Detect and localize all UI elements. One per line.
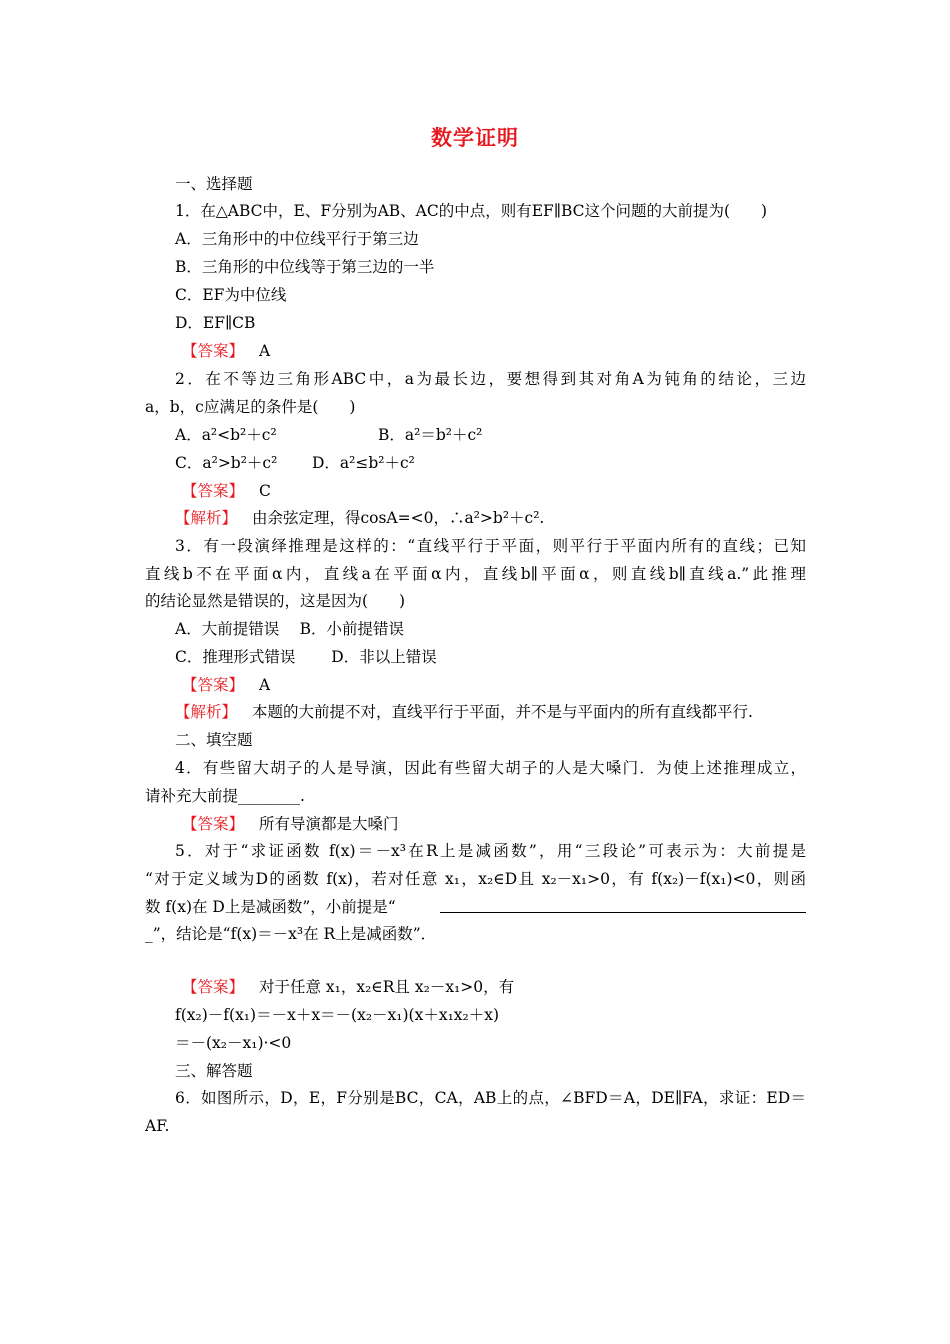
- q4-answer: [182, 814, 398, 834]
- q2-stem-line2: a，b，c应满足的条件是( ): [145, 398, 356, 416]
- q5-stem-line3: 数 f(x)在 D上是减函数”，小前提是“: [145, 898, 396, 916]
- q3-stem-line3: 的结论显然是错误的，这是因为( ): [145, 592, 406, 610]
- q2-option-c: C．a²>b²＋c²: [175, 454, 278, 472]
- answer-tag: 【答案】: [182, 815, 245, 833]
- q3-options-cd: C．推理形式错误 D．非以上错误: [175, 648, 437, 666]
- q5-stem-line2: “对于定义域为D的函数 f(x)，若对任意 x₁，x₂∈D且 x₂－x₁>0，有 f(x₂)－f(x₁)<0，则函: [145, 870, 806, 888]
- q2-option-d: D．a²≤b²＋c²: [312, 454, 415, 472]
- q1-answer-value: A: [258, 342, 271, 360]
- page-title: 数学证明: [431, 126, 519, 150]
- analysis-tag: 【解析】: [175, 703, 238, 721]
- q3-analysis-text: 本题的大前提不对，直线平行于平面，并不是与平面内的所有直线都平行.: [251, 703, 753, 721]
- analysis-tag: 【解析】: [175, 509, 238, 527]
- q3-options-ab: A．大前提错误 B．小前提错误: [175, 620, 405, 638]
- q2-analysis-text: 由余弦定理，得cosA=<0，∴a²>b²＋c².: [251, 509, 545, 527]
- q1-option-a: A．三角形中的中位线平行于第三边: [175, 230, 419, 248]
- q1-option-d: D．EF∥CB: [175, 314, 256, 332]
- q6-stem-line1: 6．如图所示，D，E，F分别是BC，CA，AB上的点，∠BFD＝A，DE∥FA，求证：ED＝: [175, 1089, 806, 1107]
- q2-answer-value: C: [258, 482, 271, 500]
- q1-answer: [182, 341, 270, 361]
- q5-stem-line1: 5．对于“求证函数 f(x)＝－x³在R上是减函数”，用“三段论”可表示为：大前提是: [175, 842, 806, 860]
- q5-answer-line3: ＝－(x₂－x₁)·<0: [175, 1034, 292, 1052]
- q3-answer: [182, 675, 270, 695]
- q3-analysis: [175, 702, 753, 722]
- q5-answer: [182, 977, 514, 997]
- answer-tag: 【答案】: [182, 342, 245, 360]
- section-heading-solve: 三、解答题: [175, 1062, 253, 1080]
- q5-conclusion: ”，结论是“f(x)＝－x³在 R上是减函数”．: [152, 925, 437, 943]
- q4-answer-value: 所有导演都是大嗓门: [258, 815, 399, 833]
- q5-answer-line1: 对于任意 x₁，x₂∈R且 x₂－x₁>0，有: [258, 978, 515, 996]
- section-heading-fill: 二、填空题: [175, 731, 253, 749]
- q2-analysis: [175, 508, 544, 528]
- q5-answer-line2: f(x₂)－f(x₁)＝－x＋x＝－(x₂－x₁)(x＋x₁x₂＋x): [175, 1006, 500, 1024]
- q3-stem-line2: 直线b不在平面α内，直线a在平面α内，直线b∥平面α，则直线b∥直线a.”此推理: [145, 565, 806, 583]
- q1-stem: 1．在△ABC中，E、F分别为AB、AC的中点，则有EF∥BC这个问题的大前提为( ): [175, 202, 768, 220]
- section-heading-choice: 一、选择题: [175, 175, 253, 193]
- q5-blank-tail: _: [145, 925, 153, 943]
- answer-tag: 【答案】: [182, 676, 245, 694]
- q3-stem-line1: 3．有一段演绎推理是这样的：“直线平行于平面，则平行于平面内所有的直线；已知: [175, 537, 806, 555]
- q1-option-c: C．EF为中位线: [175, 286, 287, 304]
- q1-option-b: B．三角形的中位线等于第三边的一半: [175, 258, 435, 276]
- q5-stem-line4: [145, 924, 436, 944]
- q5-answer-blank: [440, 912, 806, 913]
- q2-stem-line1: 2．在不等边三角形ABC中，a为最长边，要想得到其对角A为钝角的结论，三边: [175, 370, 806, 388]
- q2-answer: [182, 481, 271, 501]
- q6-stem-line2: AF.: [145, 1117, 170, 1135]
- answer-tag: 【答案】: [182, 482, 245, 500]
- q3-answer-value: A: [258, 676, 271, 694]
- q4-stem-line2: 请补充大前提________.: [145, 787, 305, 805]
- answer-tag: 【答案】: [182, 978, 245, 996]
- q2-option-b: B．a²＝b²＋c²: [378, 426, 483, 444]
- q2-option-a: A．a²<b²＋c²: [175, 426, 277, 444]
- q4-stem-line1: 4．有些留大胡子的人是导演，因此有些留大胡子的人是大嗓门．为使上述推理成立，: [175, 759, 806, 777]
